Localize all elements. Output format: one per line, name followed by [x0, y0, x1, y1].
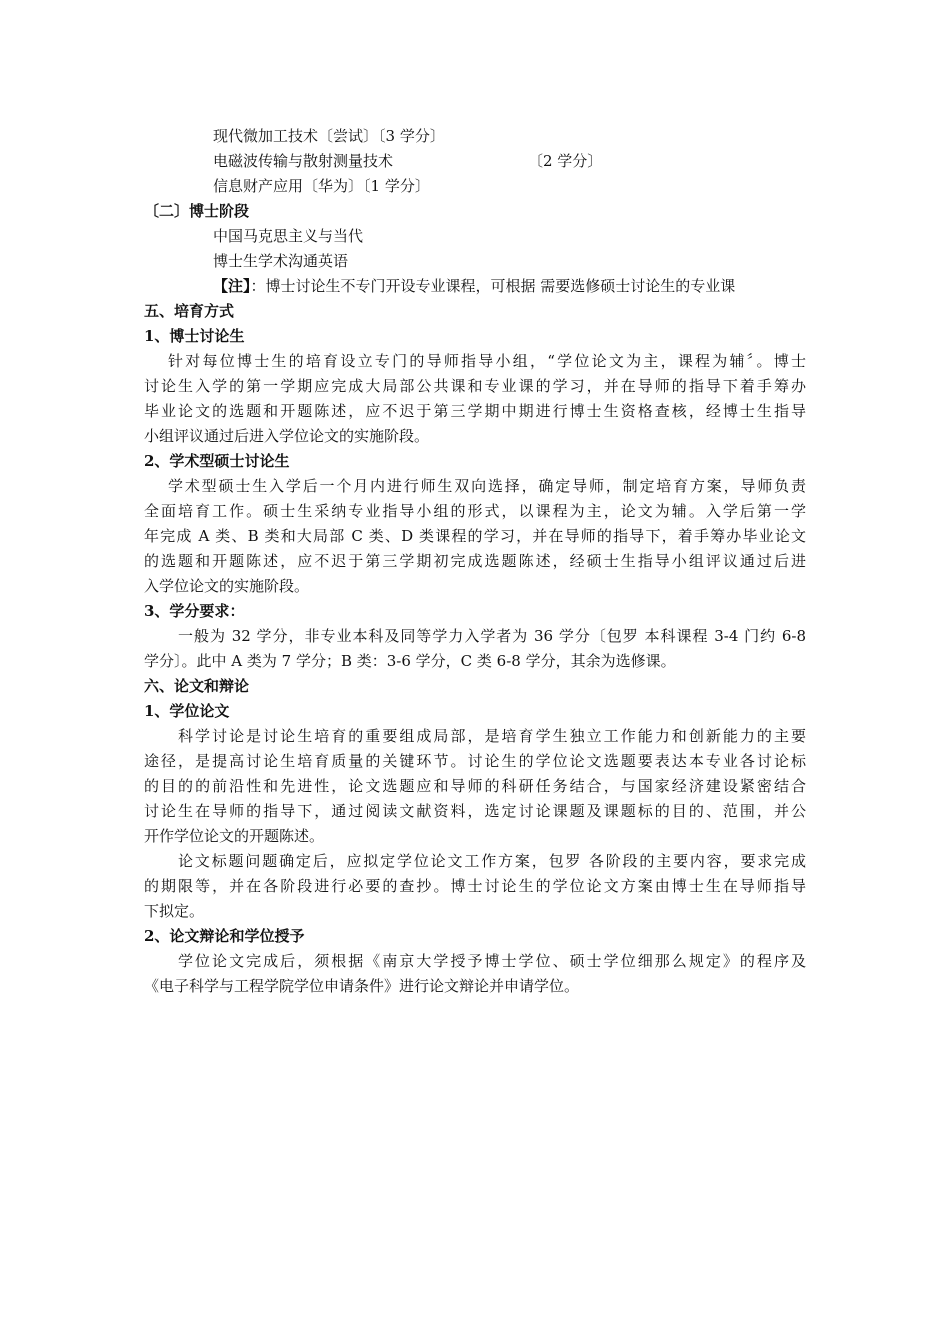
paragraph-line: 讨论生入学的第一学期应完成大局部公共课和专业课的学习，并在导师的指导下着手筹办	[144, 377, 806, 395]
paragraph-line: 开作学位论文的开题陈述。	[144, 827, 325, 845]
paragraph-line: 学位论文完成后，须根据《南京大学授予博士学位、硕士学位细那么规定》的程序及	[178, 952, 806, 970]
course-item	[213, 149, 603, 174]
note-label: 【注】	[213, 277, 251, 295]
paragraph-line: 年完成 A 类、B 类和大局部 C 类、D 类课程的学习，并在导师的指导下，着手筹办毕业论文	[144, 527, 806, 545]
course-credit: 〔2 学分〕	[528, 152, 603, 170]
paragraph-line: 下拟定。	[144, 902, 205, 920]
paragraph-line: 的目的的前沿性和先进性，论文选题应和导师的科研任务结合，与国家经济建设紧密结合	[144, 777, 806, 795]
note-text: ：博士讨论生不专门开设专业课程，可根据 需要选修硕士讨论生的专业课	[250, 277, 736, 295]
course-item: 信息财产应用〔华为〕〔1 学分〕	[213, 177, 430, 195]
paragraph-line: 一般为 32 学分，非专业本科及同等学力入学者为 36 学分〔包罗 本科课程 3-4 门约 6-8	[178, 627, 806, 645]
course-item: 现代微加工技术〔尝试〕〔3 学分〕	[213, 127, 445, 145]
paragraph-line: 学术型硕士生入学后一个月内进行师生双向选择，确定导师，制定培育方案，导师负责	[168, 477, 806, 495]
course-item: 中国马克思主义与当代	[213, 227, 364, 245]
section-heading: 五、培育方式	[144, 302, 235, 320]
paragraph-line: 讨论生在导师的指导下，通过阅读文献资料，选定讨论课题及课题标的目的、范围，并公	[144, 802, 806, 820]
paragraph-line: 全面培育工作。硕士生采纳专业指导小组的形式，以课程为主，论文为辅。入学后第一学	[144, 502, 806, 520]
paragraph-line: 小组评议通过后进入学位论文的实施阶段。	[144, 427, 430, 445]
subsection-heading: 2、论文辩论和学位授予	[144, 927, 305, 945]
phd-note	[213, 274, 735, 299]
paragraph-line: 学分〕。此中 A 类为 7 学分；B 类：3-6 学分，C 类 6-8 学分，其余为选修课。	[144, 652, 676, 670]
subsection-heading: 1、学位论文	[144, 702, 230, 720]
paragraph-line: 针对每位博士生的培育设立专门的导师指导小组，“学位论文为主，课程为辅〞。博士	[168, 352, 806, 370]
paragraph-line: 《电子科学与工程学院学位申请条件》进行论文辩论并申请学位。	[144, 977, 580, 995]
paragraph-line: 论文标题问题确定后，应拟定学位论文工作方案，包罗 各阶段的主要内容，要求完成	[178, 852, 806, 870]
paragraph-line: 的选题和开题陈述，应不迟于第三学期初完成选题陈述，经硕士生指导小组评议通过后进	[144, 552, 806, 570]
course-item: 博士生学术沟通英语	[213, 252, 349, 270]
course-name: 电磁波传输与散射测量技术	[213, 152, 394, 170]
paragraph-line: 途径，是提高讨论生培育质量的关键环节。讨论生的学位论文选题要表达本专业各讨论标	[144, 752, 806, 770]
paragraph-line: 毕业论文的选题和开题陈述，应不迟于第三学期中期进行博士生资格查核，经博士生指导	[144, 402, 806, 420]
phd-stage-heading: 〔二〕博士阶段	[144, 202, 250, 220]
subsection-heading: 1、博士讨论生	[144, 327, 245, 345]
paragraph-line: 科学讨论是讨论生培育的重要组成局部，是培育学生独立工作能力和创新能力的主要	[178, 727, 806, 745]
subsection-heading: 3、学分要求：	[144, 602, 245, 620]
subsection-heading: 2、学术型硕士讨论生	[144, 452, 290, 470]
section-heading: 六、论文和辩论	[144, 677, 250, 695]
paragraph-line: 的期限等，并在各阶段进行必要的查抄。博士讨论生的学位论文方案由博士生在导师指导	[144, 877, 806, 895]
paragraph-line: 入学位论文的实施阶段。	[144, 577, 310, 595]
